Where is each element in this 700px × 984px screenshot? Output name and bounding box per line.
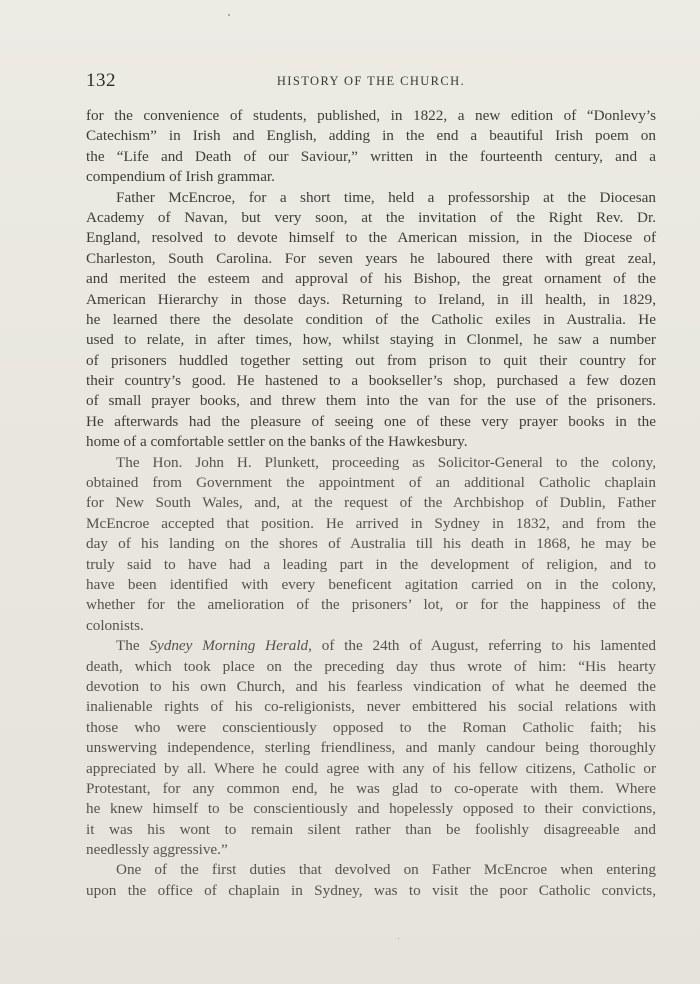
text-line: for the convenience of students, published, in 1822, a new edition of “Donlevy’s — [86, 107, 656, 124]
text-line: the “Life and Death of our Saviour,” written in the fourteenth century, and a — [86, 147, 656, 165]
text-line: He afterwards had the pleasure of seeing one of these very prayer books in the — [86, 412, 656, 430]
text-line: The Hon. John H. Plunkett, proceeding as Solicitor-General to the colony, — [116, 453, 656, 471]
page-header — [86, 70, 656, 94]
text-line: England, resolved to devote himself to the American mission, in the Diocese of — [86, 229, 656, 247]
text-line: compendium of Irish grammar. — [86, 168, 275, 186]
text-line: he knew himself to be conscientiously and hopelessly opposed to their convictions, — [86, 800, 656, 818]
text-line: he learned there the desolate condition of the Catholic exiles in Australia. He — [86, 310, 656, 328]
text-line: colonists. — [86, 616, 144, 634]
text-line: Academy of Navan, but very soon, at the invitation of the Right Rev. Dr. — [86, 208, 656, 226]
text-line: those who were conscientiously opposed to the Roman Catholic faith; his — [86, 718, 656, 736]
print-speck — [398, 938, 399, 939]
text-line: needlessly aggressive.” — [86, 841, 228, 859]
paragraph — [86, 636, 656, 860]
text-line: devotion to his own Church, and his fearless vindication of what he deemed the — [86, 677, 656, 695]
text-line: used to relate, in after times, how, whilst staying in Clonmel, he saw a number — [86, 331, 656, 349]
text-line: and merited the esteem and approval of his Bishop, the great ornament of the — [86, 270, 656, 288]
running-head: HISTORY OF THE CHURCH. — [276, 74, 466, 88]
text-line: of prisoners huddled together setting out from prison to quit their country for — [86, 351, 656, 369]
paragraph — [86, 106, 656, 188]
text-line: truly said to have had a leading part in the development of religion, and to — [86, 555, 656, 573]
text-line: The Sydney Morning Herald, of the 24th of August, referring to his lamented — [116, 637, 656, 655]
page-number: 132 — [86, 70, 116, 91]
text-line: their country’s good. He hastened to a bookseller’s shop, purchased a few dozen — [86, 372, 656, 390]
text-line: upon the office of chaplain in Sydney, was to visit the poor Catholic convicts, — [86, 881, 656, 899]
paragraph — [86, 453, 656, 637]
text-line: Catechism” in Irish and English, adding in the end a beautiful Irish poem on — [86, 127, 656, 145]
paragraph — [86, 860, 656, 901]
text-line: death, which took place on the preceding day thus wrote of him: “His hearty — [86, 657, 656, 675]
text-line: Father McEncroe, for a short time, held a professorship at the Diocesan — [116, 188, 656, 206]
text-line: have been identified with every beneficent agitation carried on in the colony, — [86, 575, 656, 593]
text-line: McEncroe accepted that position. He arrived in Sydney in 1832, and from the — [86, 514, 656, 532]
body-text — [86, 106, 656, 901]
text-line: appreciated by all. Where he could agree with any of his fellow citizens, Catholic or — [86, 759, 656, 777]
text-line: Protestant, for any common end, he was glad to co-operate with them. Where — [86, 779, 656, 797]
text-line: unswerving independence, sterling friendliness, and manly candour being thoroughly — [86, 739, 656, 757]
text-line: Charleston, South Carolina. For seven years he laboured there with great zeal, — [86, 249, 656, 267]
text-line: it was his wont to remain silent rather than be foolishly disagreeable and — [86, 820, 656, 838]
text-line: obtained from Government the appointment of an additional Catholic chaplain — [86, 474, 656, 492]
text-line: inalienable rights of his co-religionists, never embittered his social relations with — [86, 698, 656, 716]
text-line: for New South Wales, and, at the request of the Archbishop of Dublin, Father — [86, 494, 656, 512]
text-line: of small prayer books, and threw them into the van for the use of the prisoners. — [86, 392, 656, 410]
text-line: American Hierarchy in those days. Returning to Ireland, in ill health, in 1829, — [86, 290, 656, 308]
text-line: whether for the amelioration of the prisoners’ lot, or for the happiness of the — [86, 596, 656, 614]
text-line: home of a comfortable settler on the banks of the Hawkesbury. — [86, 433, 468, 451]
paragraph — [86, 188, 656, 453]
text-line: One of the first duties that devolved on Father McEncroe when entering — [116, 861, 656, 879]
print-speck — [228, 14, 230, 16]
text-line: day of his landing on the shores of Australia till his death in 1868, he may be — [86, 535, 656, 553]
